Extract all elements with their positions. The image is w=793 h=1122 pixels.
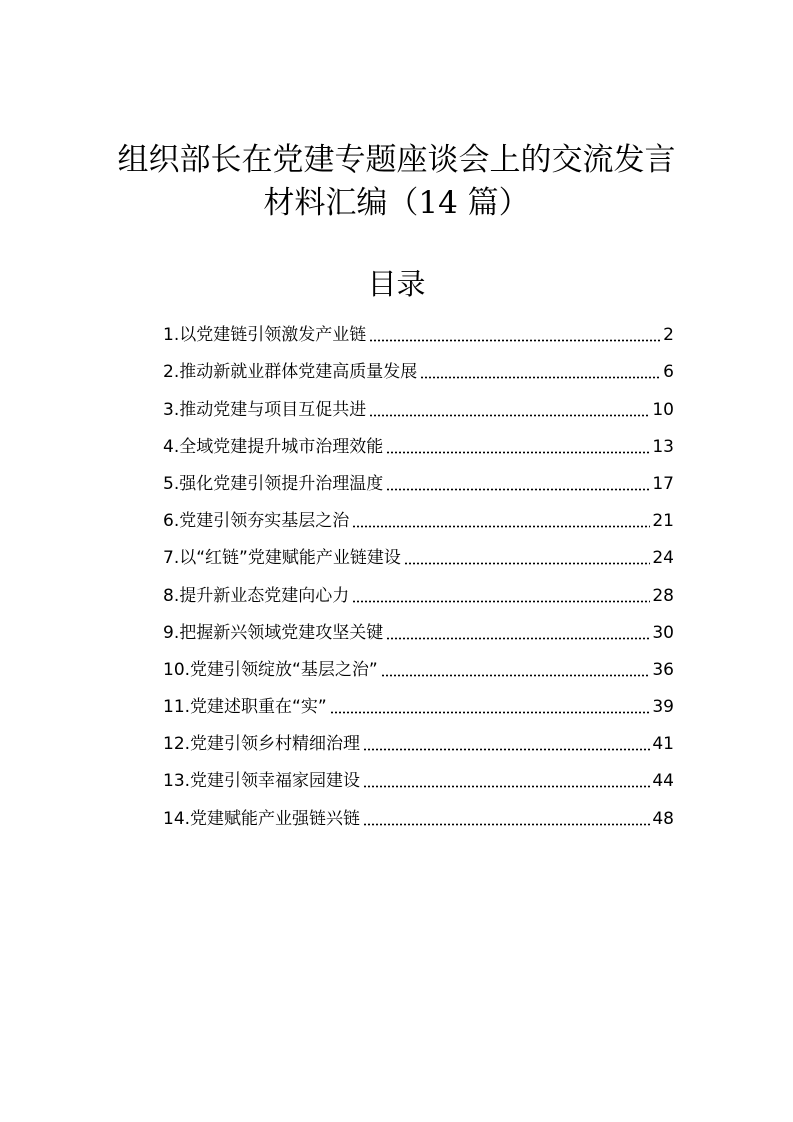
toc-heading: 目录 (367, 267, 426, 301)
toc-dot-leader (369, 339, 661, 342)
toc-entry[interactable] (163, 797, 674, 834)
toc-dot-leader (386, 451, 650, 454)
toc-entry[interactable] (163, 723, 674, 760)
toc-entry-label: 6.党建引领夯实基层之治 (163, 511, 350, 532)
toc-entry[interactable] (163, 537, 674, 574)
toc-page-number: 6 (663, 362, 674, 383)
toc-entry-label: 12.党建引领乡村精细治理 (163, 734, 361, 755)
toc-entry-label: 13.党建引领幸福家园建设 (163, 771, 361, 792)
toc-page-number: 13 (652, 436, 674, 457)
toc-entry-label: 11.党建述职重在“实” (163, 697, 327, 718)
toc-dot-leader (363, 823, 650, 826)
toc-page-number: 28 (652, 585, 674, 606)
toc-entry[interactable] (163, 500, 674, 537)
toc-dot-leader (420, 376, 661, 379)
toc-dot-leader (352, 600, 650, 603)
toc-dot-leader (330, 711, 651, 714)
toc-entry-label: 7.以“红链”党建赋能产业链建设 (163, 548, 401, 569)
toc-entry-label: 1.以党建链引领激发产业链 (163, 325, 367, 346)
toc-dot-leader (363, 785, 650, 788)
toc-dot-leader (404, 562, 651, 565)
toc-entry-label: 14.党建赋能产业强链兴链 (163, 808, 361, 829)
toc-page-number: 36 (652, 659, 674, 680)
toc-entry-label: 10.党建引领绽放“基层之治” (163, 659, 378, 680)
toc-page-number: 21 (652, 511, 674, 532)
toc-entry-label: 9.把握新兴领域党建攻坚关键 (163, 622, 384, 643)
toc-page-number: 2 (663, 325, 674, 346)
toc-entry[interactable] (163, 351, 674, 388)
toc-entry[interactable] (163, 612, 674, 649)
toc-page-number: 44 (652, 771, 674, 792)
toc-page-number: 30 (652, 622, 674, 643)
toc-entry[interactable] (163, 760, 674, 797)
document-title-line-2: 材料汇编（14 篇） (263, 185, 530, 221)
toc-entry[interactable] (163, 314, 674, 351)
toc-entry-label: 2.推动新就业群体党建高质量发展 (163, 362, 418, 383)
toc-entry-label: 3.推动党建与项目互促共进 (163, 399, 367, 420)
toc-entry[interactable] (163, 649, 674, 686)
toc-entry[interactable] (163, 388, 674, 425)
toc-page-number: 39 (652, 697, 674, 718)
toc-dot-leader (386, 488, 650, 491)
toc-page-number: 48 (652, 808, 674, 829)
toc-dot-leader (363, 748, 650, 751)
toc-page-number: 41 (652, 734, 674, 755)
toc-entry[interactable] (163, 463, 674, 500)
toc-page-number: 17 (652, 473, 674, 494)
toc-entry[interactable] (163, 686, 674, 723)
toc-page-number: 10 (652, 399, 674, 420)
toc-dot-leader (386, 637, 650, 640)
toc-dot-leader (381, 674, 651, 677)
document-title-line-1: 组织部长在党建专题座谈会上的交流发言 (117, 142, 676, 178)
toc-entry[interactable] (163, 574, 674, 611)
toc-entry-label: 5.强化党建引领提升治理温度 (163, 473, 384, 494)
table-of-contents (163, 314, 674, 835)
toc-page-number: 24 (652, 548, 674, 569)
toc-entry-label: 4.全域党建提升城市治理效能 (163, 436, 384, 457)
toc-entry[interactable] (163, 426, 674, 463)
toc-dot-leader (369, 414, 650, 417)
toc-entry-label: 8.提升新业态党建向心力 (163, 585, 350, 606)
toc-dot-leader (352, 525, 650, 528)
